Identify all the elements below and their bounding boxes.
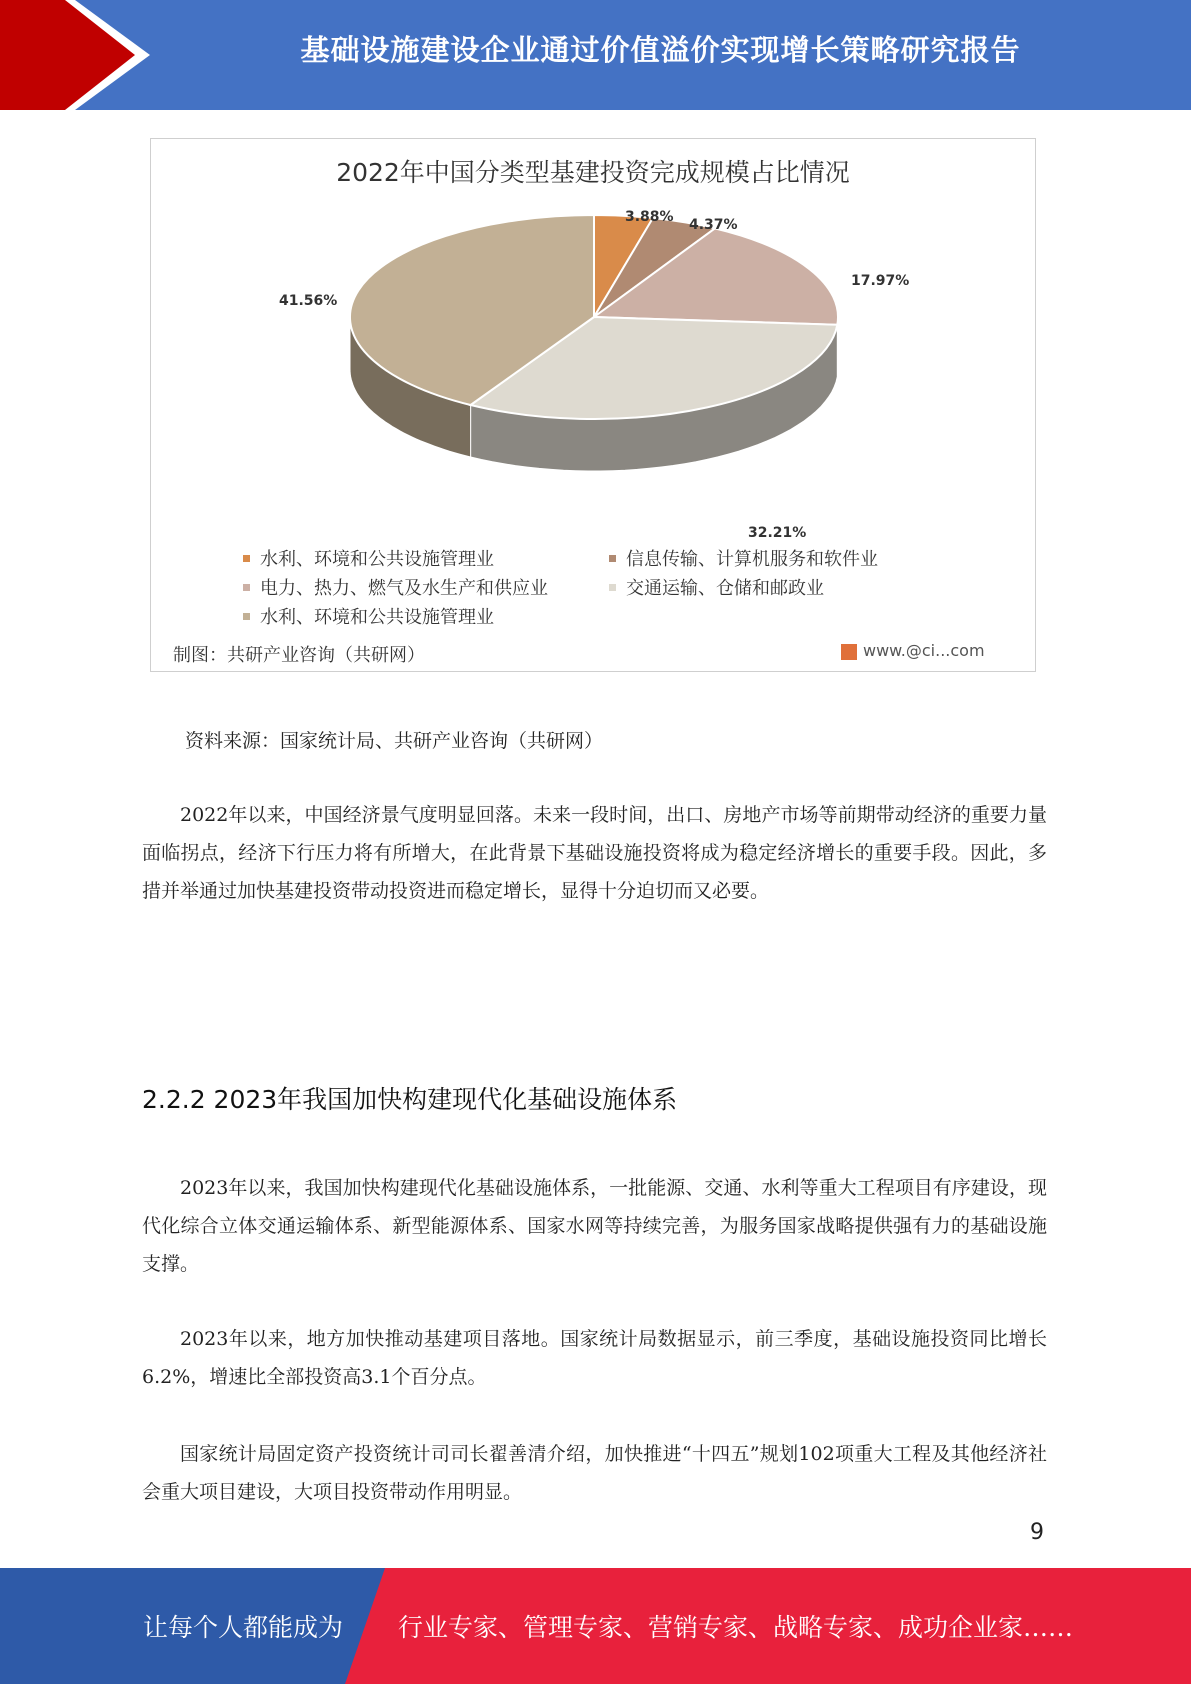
- slice-label-3: 32.21%: [748, 525, 807, 541]
- legend-label: 水利、环境和公共设施管理业: [260, 549, 494, 570]
- legend-item: [243, 545, 494, 571]
- legend-swatch: [243, 584, 250, 591]
- legend-item: [609, 574, 824, 600]
- slice-label-2: 17.97%: [851, 273, 910, 289]
- chart-title: 2022年中国分类型基建投资完成规模占比情况: [336, 158, 850, 187]
- legend-item: [609, 545, 878, 571]
- gonyn-logo-icon: [841, 644, 857, 660]
- legend-item: [243, 603, 494, 629]
- chart-credit: 制图：共研产业咨询（共研网）: [173, 645, 425, 666]
- section-heading: 2.2.2 2023年我国加快构建现代化基础设施体系: [142, 1085, 678, 1114]
- legend-swatch: [243, 613, 250, 620]
- legend-label: 电力、热力、燃气及水生产和供应业: [260, 578, 548, 599]
- legend-label: 信息传输、计算机服务和软件业: [626, 549, 878, 570]
- legend-item: [243, 574, 548, 600]
- legend-swatch: [609, 555, 616, 562]
- legend-swatch: [609, 584, 616, 591]
- slice-label-4: 41.56%: [279, 293, 338, 309]
- pie-chart-graphic: [151, 139, 1037, 539]
- chart-watermark: [841, 641, 985, 660]
- paragraph-4: 国家统计局固定资产投资统计司司长翟善清介绍，加快推进“十四五”规划102项重大工程及其他经济社会重大项目建设，大项目投资带动作用明显。: [142, 1443, 1047, 1503]
- footer-slogan-left: 让每个人都能成为: [143, 1613, 344, 1642]
- paragraph-3: 2023年以来，地方加快推动基建项目落地。国家统计局数据显示，前三季度，基础设施投资同比增长6.2%，增速比全部投资高3.1个百分点。: [142, 1328, 1047, 1388]
- source-note: 资料来源：国家统计局、共研产业咨询（共研网）: [185, 730, 604, 752]
- legend-label: 水利、环境和公共设施管理业: [260, 607, 494, 628]
- paragraph-1: 2022年以来，中国经济景气度明显回落。未来一段时间，出口、房地产市场等前期带动经济的重要力量面临拐点，经济下行压力将有所增大，在此背景下基础设施投资将成为稳定经济增长的重要手段。因此，多措并举通过加快基建投资带动投资进而稳定增长，显得十分迫切而又必要。: [142, 804, 1047, 902]
- slice-label-1: 4.37%: [689, 217, 738, 233]
- footer-slogan-right: 行业专家、管理专家、营销专家、战略专家、成功企业家……: [398, 1613, 1074, 1642]
- paragraph-2: 2023年以来，我国加快构建现代化基础设施体系，一批能源、交通、水利等重大工程项目有序建设，现代化综合立体交通运输体系、新型能源体系、国家水网等持续完善，为服务国家战略提供强有力的基础设施支撑。: [142, 1177, 1047, 1275]
- pie-chart: [150, 138, 1036, 672]
- page-number: 9: [1030, 1520, 1044, 1545]
- page-footer: [0, 1568, 1191, 1684]
- header-title: 基础设施建设企业通过价值溢价实现增长策略研究报告: [300, 33, 1021, 67]
- page-header: [0, 0, 1191, 110]
- watermark-text: www.@ci...com: [863, 641, 985, 660]
- legend-label: 交通运输、仓储和邮政业: [626, 578, 824, 599]
- slice-label-0: 3.88%: [625, 209, 674, 225]
- legend-swatch: [243, 555, 250, 562]
